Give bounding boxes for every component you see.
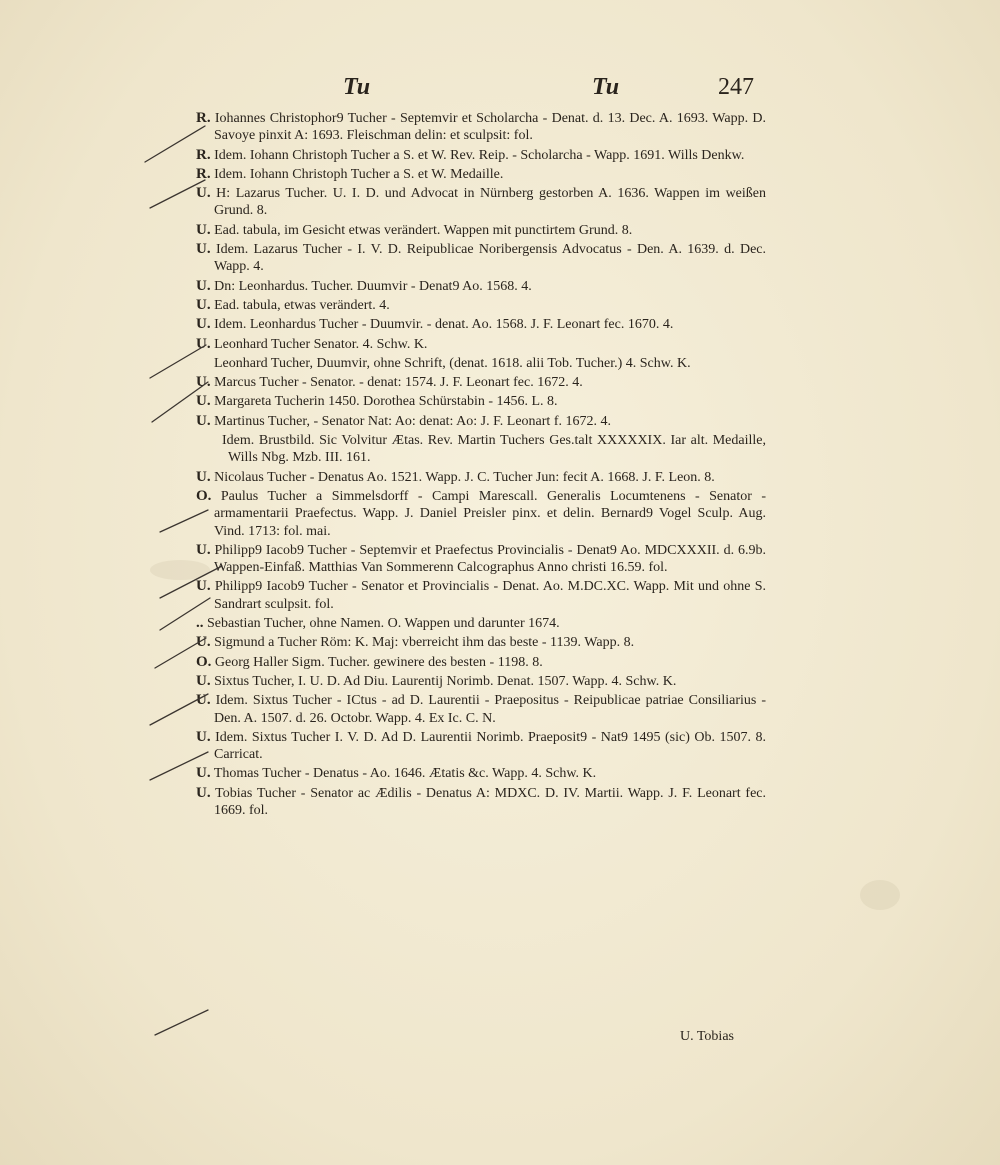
catalog-entry (196, 692, 766, 727)
entry-text: Philipp9 Iacob9 Tucher - Senator et Provincialis - Denat. Ao. M.DC.XC. Wapp. Mit und ohne S. Sandrart sculpsit. fol. (214, 579, 766, 612)
entry-text: Nicolaus Tucher - Denatus Ao. 1521. Wapp. J. C. Tucher Jun: fecit A. 1668. J. F. Leon. 8. (214, 469, 715, 485)
entry-text: Sixtus Tucher, I. U. D. Ad Diu. Laurentij Norimb. Denat. 1507. Wapp. 4. Schw. K. (214, 673, 677, 689)
entry-text: Margareta Tucherin 1450. Dorothea Schürstabin - 1456. L. 8. (214, 394, 558, 410)
catalog-entry (196, 393, 766, 410)
catalog-entry (196, 241, 766, 276)
catalog-entry (196, 729, 766, 764)
entry-mark: U. (196, 412, 211, 429)
catalog-entry (196, 488, 766, 540)
catalog-entry (196, 765, 766, 782)
page-number: 247 (718, 74, 754, 100)
entry-text: Martinus Tucher, - Senator Nat: Ao: denat: Ao: J. F. Leonart f. 1672. 4. (214, 413, 611, 429)
entry-text: Dn: Leonhardus. Tucher. Duumvir - Denat9 Ao. 1568. 4. (214, 278, 532, 294)
entry-text: Tobias Tucher - Senator ac Ædilis - Denatus A: MDXC. D. IV. Martii. Wapp. J. F. Leonart fec. 1669. fol. (214, 785, 766, 818)
catalog-entry (196, 355, 766, 372)
catalog-entry (196, 578, 766, 613)
entry-mark: U. (196, 316, 211, 333)
entry-text: Leonhard Tucher, Duumvir, ohne Schrift, (denat. 1618. alii Tob. Tucher.) 4. Schw. K. (214, 355, 691, 371)
entry-mark: U. (196, 296, 211, 313)
entry-text: Idem. Iohann Christoph Tucher a S. et W. Medaille. (214, 166, 504, 182)
catalog-entry (196, 110, 766, 145)
entry-mark: .. (196, 615, 204, 632)
entry-text: Idem. Brustbild. Sic Volvitur Ætas. Rev. Martin Tuchers Ges.talt XXXXXIX. Iar alt. Medaille, Wills Nbg. Mzb. III. 161. (222, 433, 766, 466)
entry-text: Idem. Sixtus Tucher - ICtus - ad D. Laurentii - Praepositus - Reipublicae patriae Consiliarius - Den. A. 1507. d. 26. Octobr. Wapp. 4. Ex Ic. C. N. (214, 693, 767, 726)
catchword: U. Tobias (680, 1029, 734, 1044)
entry-mark: U. (196, 672, 211, 689)
catalog-entry (196, 166, 766, 183)
entry-text: Sebastian Tucher, ohne Namen. O. Wappen und darunter 1674. (207, 616, 560, 632)
entry-mark: U. (196, 728, 211, 745)
catalog-entries (196, 110, 766, 821)
catalog-entry (196, 469, 766, 486)
header-left-running-title: Tu (343, 74, 371, 100)
entry-text: Iohannes Christophor9 Tucher - Septemvir et Scholarcha - Denat. d. 13. Dec. A. 1693. Wapp. D. Savoye pinxit A: 1693. Fleischman delin: et sculpsit: fol. (214, 111, 766, 144)
entry-text: Sigmund a Tucher Röm: K. Maj: vberreicht ihm das beste - 1139. Wapp. 8. (214, 635, 635, 651)
entry-mark: U. (196, 784, 211, 801)
entry-mark: U. (196, 241, 211, 258)
entry-mark: R. (196, 165, 211, 182)
entry-mark: U. (196, 634, 211, 651)
catalog-entry (196, 336, 766, 353)
entry-mark: U. (196, 765, 211, 782)
entry-mark: U. (196, 185, 211, 202)
entry-text: Idem. Iohann Christoph Tucher a S. et W. Rev. Reip. - Scholarcha - Wapp. 1691. Wills Denkw. (214, 147, 745, 163)
catalog-entry (196, 222, 766, 239)
catalog-entry (196, 785, 766, 820)
catalog-entry (196, 542, 766, 577)
entry-text: Ead. tabula, im Gesicht etwas verändert. Wappen mit punctirtem Grund. 8. (214, 222, 633, 238)
catalog-entry (196, 185, 766, 220)
running-header (0, 74, 1000, 108)
entry-mark: R. (196, 110, 211, 126)
entry-text: Idem. Leonhardus Tucher - Duumvir. - denat. Ao. 1568. J. F. Leonart fec. 1670. 4. (214, 317, 674, 333)
header-center-running-title: Tu (592, 74, 620, 100)
entry-text: Leonhard Tucher Senator. 4. Schw. K. (214, 336, 428, 352)
entry-mark: U. (196, 374, 211, 391)
catalog-entry (196, 147, 766, 164)
entry-text: Ead. tabula, etwas verändert. 4. (214, 297, 390, 313)
entry-text: H: Lazarus Tucher. U. I. D. und Advocat in Nürnberg gestorben A. 1636. Wappen im weißen Grund. 8. (214, 186, 766, 219)
pencil-stroke (155, 1010, 208, 1035)
entry-mark: U. (196, 393, 211, 410)
entry-text: Idem. Lazarus Tucher - I. V. D. Reipublicae Noribergensis Advocatus - Den. A. 1639. d. Dec. Wapp. 4. (214, 242, 766, 275)
entry-mark: R. (196, 146, 211, 163)
catalog-entry (196, 615, 766, 632)
catalog-entry (196, 432, 766, 467)
catalog-entry (196, 297, 766, 314)
catalog-entry (196, 654, 766, 671)
catalog-entry (196, 278, 766, 295)
entry-text: Thomas Tucher - Denatus - Ao. 1646. Ætatis &c. Wapp. 4. Schw. K. (213, 766, 597, 782)
entry-mark: U. (196, 692, 211, 709)
entry-mark: O. (196, 653, 212, 670)
entry-mark: U. (196, 468, 211, 485)
catalog-entry (196, 316, 766, 333)
entry-text: Paulus Tucher a Simmelsdorff - Campi Marescall. Generalis Locumtenens - Senator - armamentarii Praefectus. Wapp. J. Daniel Preisler pinx. et delin. Bernard9 Vogel Sculp. Aug. Vind. 1713: fol. mai. (214, 488, 767, 539)
catalog-entry (196, 374, 766, 391)
catalog-entry (196, 673, 766, 690)
entry-text: Georg Haller Sigm. Tucher. gewinere des besten - 1198. 8. (214, 654, 543, 670)
catalog-entry (196, 634, 766, 651)
entry-mark: O. (196, 487, 212, 504)
entry-mark: U. (196, 221, 211, 238)
entry-text: Idem. Sixtus Tucher I. V. D. Ad D. Laurentii Norimb. Praeposit9 - Nat9 1495 (sic) Ob. 1507. 8. Carricat. (214, 729, 767, 763)
entry-mark: U. (196, 541, 211, 558)
entry-mark: U. (196, 578, 211, 595)
catalog-entry (196, 413, 766, 430)
entry-mark: U. (196, 277, 211, 294)
entry-text: Marcus Tucher - Senator. - denat: 1574. J. F. Leonart fec. 1672. 4. (214, 375, 583, 391)
entry-text: Philipp9 Iacob9 Tucher - Septemvir et Praefectus Provincialis - Denat9 Ao. MDCXXXII. d. 6.9b. Wappen-Einfaß. Matthias Van Sommerenn Calcographus Anno christi 16.59. fol. (214, 542, 767, 576)
entry-mark: U. (196, 335, 211, 352)
